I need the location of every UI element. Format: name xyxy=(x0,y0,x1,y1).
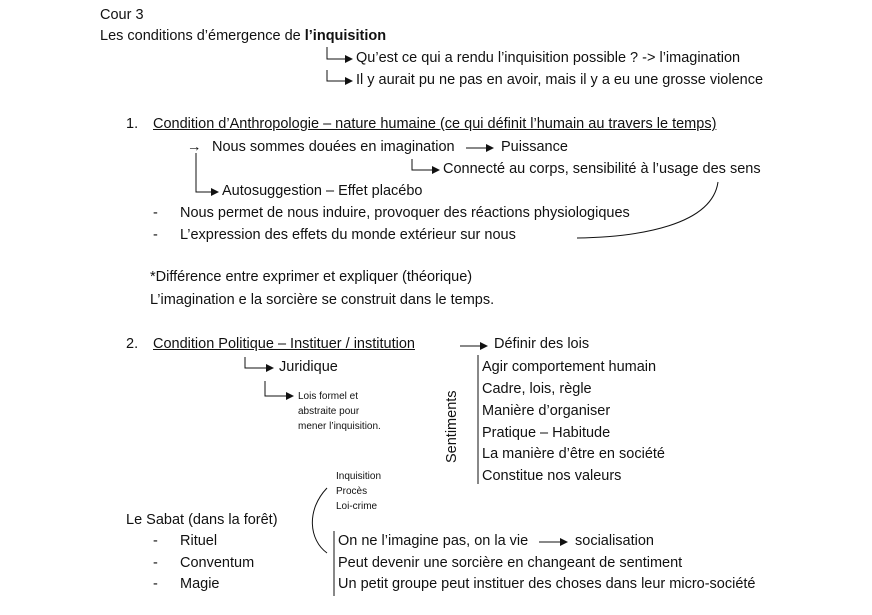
small-list-item: Inquisition xyxy=(336,471,382,482)
sabat-right-line: Un petit groupe peut instituer des choses dans leur micro-société xyxy=(338,576,756,592)
lois-note-line: Lois formel et xyxy=(298,391,359,402)
section1-number: 1. xyxy=(126,116,139,132)
juridique-label: Juridique xyxy=(279,359,338,375)
puissance-label: Puissance xyxy=(501,139,568,155)
elbow-arrow xyxy=(265,381,293,396)
list-item: Pratique – Habitude xyxy=(482,425,611,441)
bullet-dash: - xyxy=(153,533,158,549)
section1-arrow: → xyxy=(187,139,202,155)
list-item: Conventum xyxy=(180,555,255,571)
socialisation-label: socialisation xyxy=(575,533,654,549)
lois-note-line: mener l’inquisition. xyxy=(298,421,381,432)
bullet-dash: - xyxy=(153,576,158,592)
section1-heading: Condition d’Anthropologie – nature humaine (ce qui définit l’humain au travers le temps) xyxy=(153,116,717,132)
list-item: Constitue nos valeurs xyxy=(482,468,622,484)
sentiments-label: Sentiments xyxy=(444,390,460,463)
small-list-item: Loi-crime xyxy=(336,501,378,512)
imagination-line: Nous sommes douées en imagination xyxy=(212,139,455,155)
define-laws-label: Définir des lois xyxy=(494,336,590,352)
autosuggestion-line: Autosuggestion – Effet placébo xyxy=(222,183,423,199)
list-item: La manière d’être en société xyxy=(482,446,665,462)
note-construction: L’imagination e la sorcière se construit dans le temps. xyxy=(150,292,495,308)
list-item: Magie xyxy=(180,576,220,592)
sabat-right-line: Peut devenir une sorcière en changeant de sentiment xyxy=(338,555,683,571)
list-item: Agir comportement humain xyxy=(482,359,657,375)
elbow-arrow xyxy=(327,47,352,59)
section2-number: 2. xyxy=(126,336,139,352)
section2-heading: Condition Politique – Instituer / institution xyxy=(153,336,415,352)
course-label: Cour 3 xyxy=(100,7,144,23)
bullet-dash: - xyxy=(153,555,158,571)
sabat-title: Le Sabat (dans la forêt) xyxy=(126,512,278,528)
note-difference: *Différence entre exprimer et expliquer (théorique) xyxy=(150,269,473,285)
sabat-right-line: On ne l’imagine pas, on la vie xyxy=(338,533,529,549)
list-item: Nous permet de nous induire, provoquer des réactions physiologiques xyxy=(180,205,630,221)
list-item: Cadre, lois, règle xyxy=(482,381,592,397)
question-2: Il y aurait pu ne pas en avoir, mais il y a eu une grosse violence xyxy=(356,72,764,88)
bullet-dash: - xyxy=(153,205,158,221)
curve-connector xyxy=(577,182,718,238)
question-1: Qu’est ce qui a rendu l’inquisition possible ? -> l’imagination xyxy=(356,50,741,66)
elbow-arrow xyxy=(327,70,352,81)
elbow-arrow xyxy=(412,159,439,170)
small-list-item: Procès xyxy=(336,486,368,497)
elbow-arrow xyxy=(196,153,218,192)
list-item: Rituel xyxy=(180,533,218,549)
list-item: L’expression des effets du monde extérieur sur nous xyxy=(180,227,516,243)
corps-line: Connecté au corps, sensibilité à l’usage des sens xyxy=(443,161,761,177)
list-item: Manière d’organiser xyxy=(482,403,611,419)
title-keyword: l’inquisition xyxy=(304,28,387,44)
title-prefix: Les conditions d’émergence de xyxy=(100,28,305,44)
bullet-dash: - xyxy=(153,227,158,243)
lois-note-line: abstraite pour xyxy=(298,406,360,417)
parenthesis xyxy=(312,488,327,553)
elbow-arrow xyxy=(245,357,273,368)
